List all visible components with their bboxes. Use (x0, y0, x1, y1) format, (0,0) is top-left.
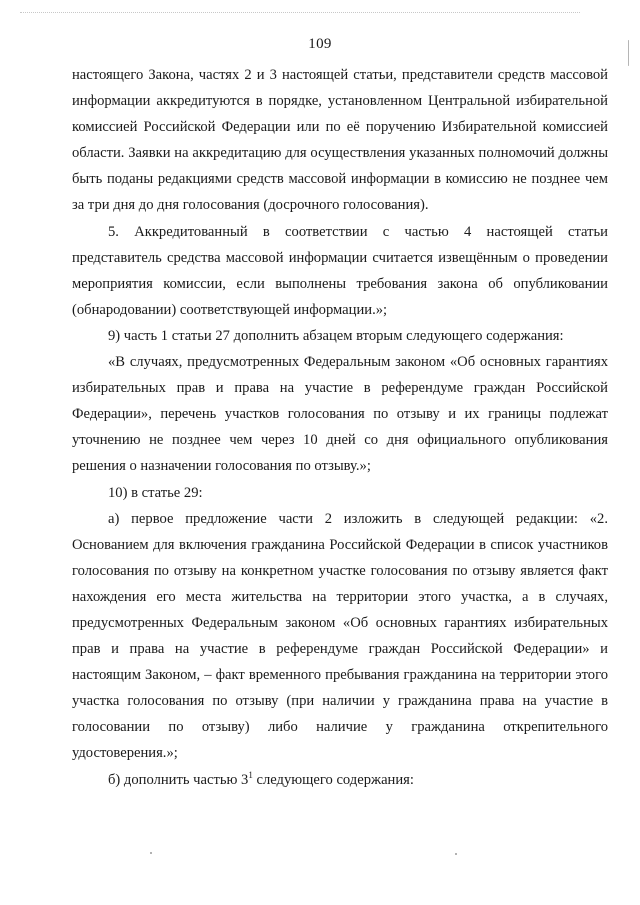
document-body (72, 62, 608, 793)
paragraph-continuation: настоящего Закона, частях 2 и 3 настоящей статьи, представители средств массовой информации аккредитуются в порядке, установленном Центральной избирательной комиссией Российской Федерации или по её поручению Избирательной комиссией области. Заявки на аккредитацию для осуществления указанных полномочий должны быть поданы редакциями средств массовой информации в комиссию не позднее чем за три дня до дня голосования (досрочного голосования). (72, 67, 608, 214)
page-number: 109 (308, 36, 332, 52)
paragraph-item-5: 5. Аккредитованный в соответствии с частью 4 настоящей статьи представитель средства массовой информации считается извещённым о проведении мероприятия комиссии, если выполнены требования закона об опубликовании (обнародовании) соответствующей информации.»; (72, 223, 608, 318)
scan-speck (455, 853, 457, 855)
paragraph-subpoint-b (72, 767, 608, 793)
scan-artifact-top (20, 12, 580, 15)
subpoint-b-text-end: следующего содержания: (252, 771, 414, 788)
paragraph-quote-article-27: «В случаях, предусмотренных Федеральным законом «Об основных гарантиях избирательных прав и права на участие в референдуме граждан Российской Федерации», перечень участков голосования по отзыву и их границы подлежат уточнению не позднее чем через 10 дней со дня официального опубликования решения о назначении голосования по отзыву.»; (72, 354, 608, 475)
subpoint-b-superscript: 1 (248, 769, 253, 780)
subpoint-b-text: б) дополнить частью 3 (108, 771, 249, 788)
scan-speck (150, 852, 152, 854)
paragraph-point-9: 9) часть 1 статьи 27 дополнить абзацем вторым следующего содержания: (108, 327, 564, 344)
paragraph-point-10: 10) в статье 29: (108, 484, 203, 501)
paragraph-subpoint-a: а) первое предложение части 2 изложить в следующей редакции: «2. Основанием для включения гражданина Российской Федерации в список участников голосования по отзыву на конкретном участке голосования по отзыву является факт нахождения его места жительства на территории этого участка, а в случаях, предусмотренных Федеральным законом «Об основных гарантиях избирательных прав и права на участие в референдуме граждан Российской Федерации» и настоящим Законом, – факт временного пребывания гражданина на территории этого участка голосования по отзыву (при наличии у гражданина права на участие в голосовании по отзыву) либо наличие у гражданина открепительного удостоверения.»; (72, 510, 608, 762)
